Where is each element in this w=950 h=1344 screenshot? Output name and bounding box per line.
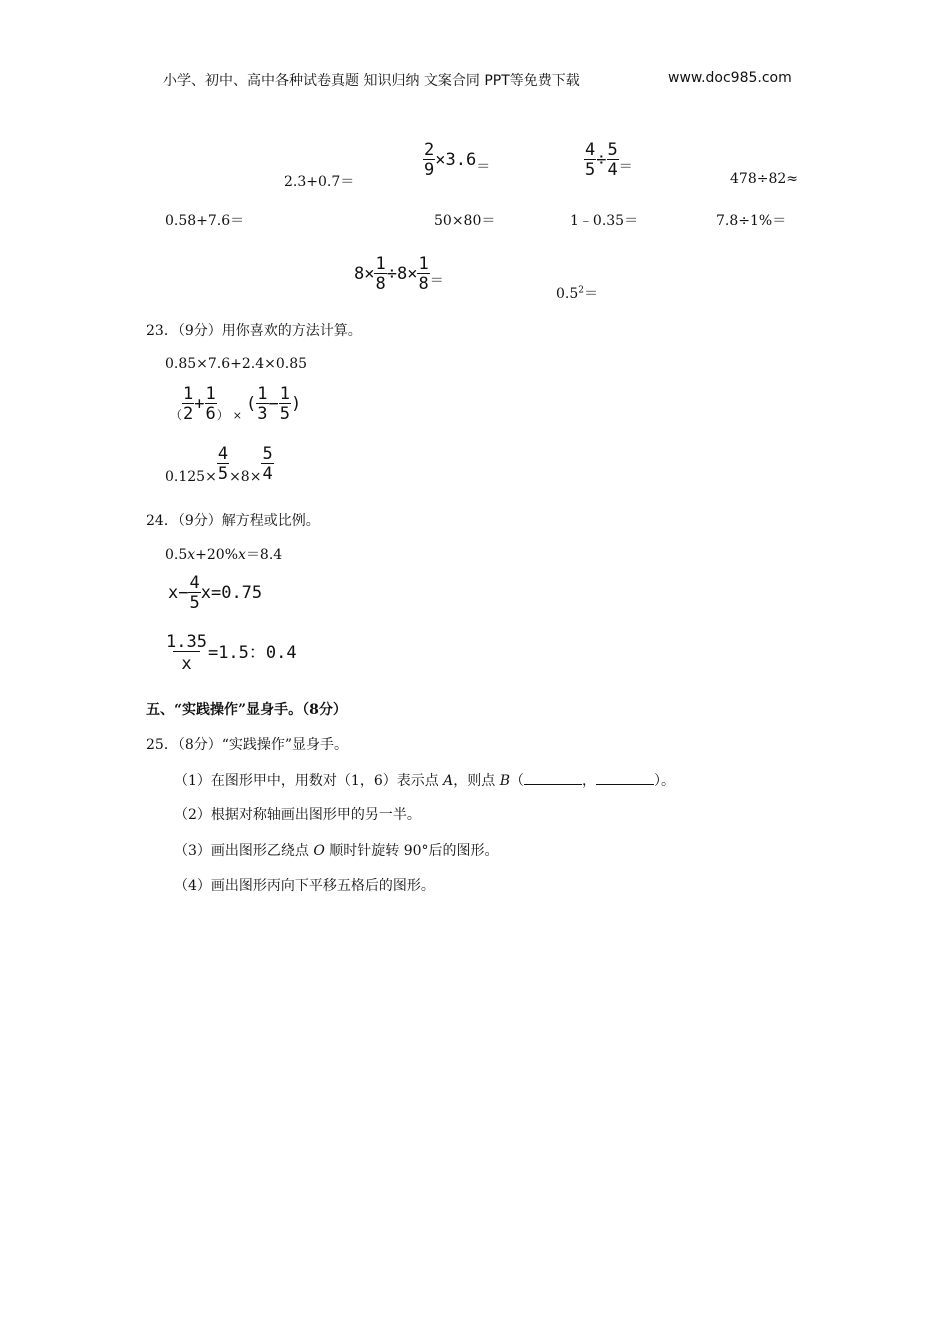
header-left: 小学、初中、高中各种试卷真题 知识归纳 文案合同 PPT等免费下载 — [163, 73, 580, 89]
oral-expr: $0.5^2=$ — [556, 285, 598, 302]
oral-expr: 50×80＝ — [434, 213, 496, 229]
question-24-title: 24．（9分）解方程或比例。 — [146, 513, 320, 529]
q24-eq-3: $\frac{1.35}{x}$ =1.5：0.4 — [166, 632, 297, 674]
q23-expr-1: 0.85×7.6+2.4×0.85 — [165, 356, 308, 372]
oral-expr: 478÷82≈ — [730, 171, 798, 187]
q23-expr-3: 0.125× $\frac{4}{5}$ ×8× $\frac{5}{4}$ — [165, 444, 273, 485]
q25-item-4: （4）画出图形丙向下平移五格后的图形。 — [174, 878, 435, 894]
oral-expr: $\frac{4}{5}$ ÷ $\frac{5}{4}$ ＝ — [585, 140, 633, 180]
oral-expr: 8× $\frac{1}{8}$ ÷8× $\frac{1}{8}$ ＝ — [354, 254, 444, 294]
answer-blank[interactable] — [524, 772, 582, 785]
oral-expr: 2.3+0.7＝ — [284, 174, 355, 190]
question-25-title: 25．（8分）“实践操作”显身手。 — [146, 737, 349, 753]
oral-expr: 1﹣0.35＝ — [570, 213, 639, 229]
q25-item-1: （1）在图形甲中，用数对（1，6）表示点 A，则点 B（ ， ）。 — [174, 773, 676, 789]
q25-item-3: （3）画出图形乙绕点 O 顺时针旋转 90°后的图形。 — [174, 843, 499, 859]
q24-eq-2: x− $\frac{4}{5}$ x=0.75 — [168, 573, 263, 613]
oral-expr: $\frac{2}{9}$ ×3.6＝ — [424, 140, 491, 180]
oral-expr: 7.8÷1%＝ — [716, 213, 787, 229]
answer-blank[interactable] — [596, 772, 654, 785]
header-right: www.doc985.com — [668, 70, 792, 86]
question-23-title: 23．（9分）用你喜欢的方法计算。 — [146, 323, 362, 339]
q24-eq-1: 0.5x+20%x＝8.4 — [165, 547, 283, 563]
section-5-title: 五、“实践操作”显身手。（8分） — [146, 702, 347, 718]
oral-expr: 0.58+7.6＝ — [165, 213, 245, 229]
q23-expr-2: $_($ $\frac{1}{2}$ + $\frac{1}{6}$ $_)$ $_\times$( $\frac{1}{3}$ − $\frac{1}{5}$ ) — [170, 384, 302, 424]
q25-item-2: （2）根据对称轴画出图形甲的另一半。 — [174, 807, 421, 823]
